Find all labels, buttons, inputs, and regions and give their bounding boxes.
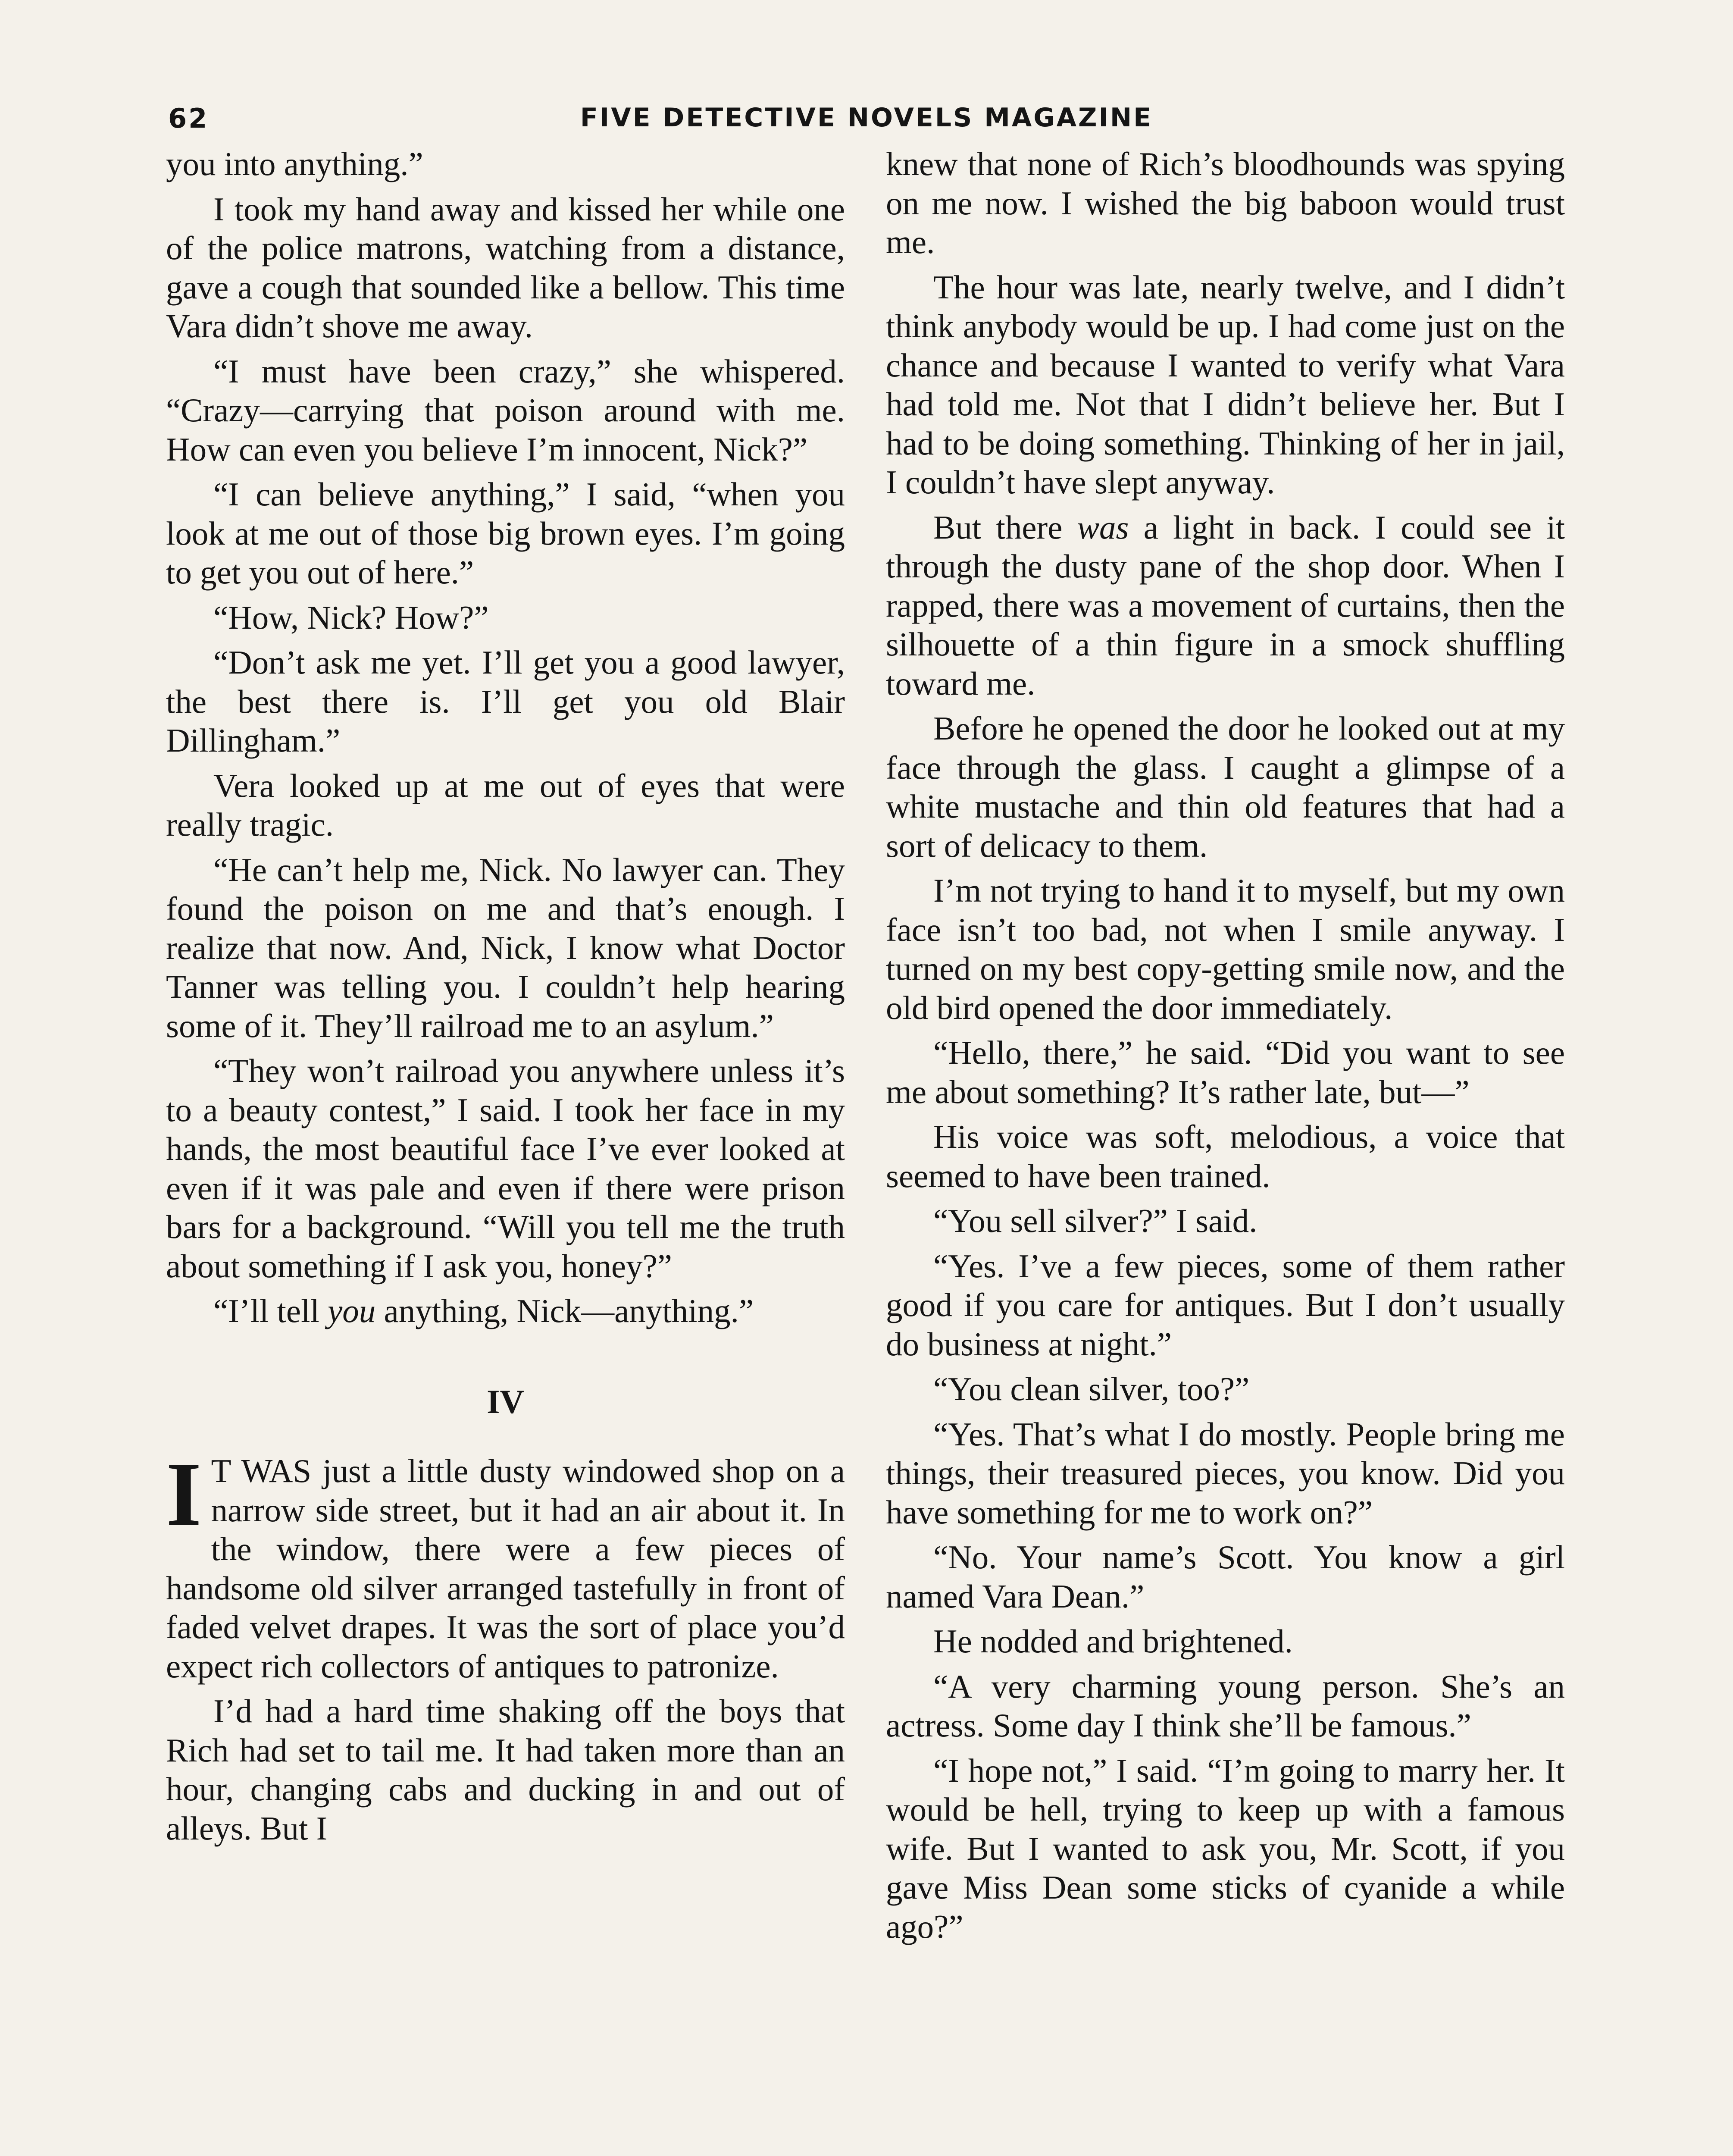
paragraph: “I can believe anything,” I said, “when you look at me out of those big brown eyes. I’m going to get you out of here.” bbox=[166, 476, 845, 591]
paragraph bbox=[166, 1443, 845, 1686]
italic-text: was bbox=[1077, 508, 1129, 546]
paragraph: “They won’t railroad you anywhere unless it’s to a beauty contest,” I said. I took her face in my hands, the most beautiful face I’ve ever looked at even if it was pale and even if there were prison bars for a background. “Will you tell me the truth about something if I ask you, honey?” bbox=[166, 1052, 845, 1285]
paragraph: “Yes. That’s what I do mostly. People bring me things, their treasured pieces, you know. Did you have something for me to work on?” bbox=[886, 1415, 1565, 1531]
paragraph: He nodded and brightened. bbox=[933, 1623, 1293, 1660]
drop-cap: I bbox=[166, 1443, 202, 1545]
paragraph: I took my hand away and kissed her while one of the police matrons, watching from a distance, gave a cough that sounded like a bellow. This time Vara didn’t shove me away. bbox=[166, 190, 845, 345]
paragraph: “Don’t ask me yet. I’ll get you a good lawyer, the best there is. I’ll get you old Blair Dillingham.” bbox=[166, 644, 845, 759]
text-run: anything, Nick—anything.” bbox=[375, 1292, 754, 1329]
paragraph: “How, Nick? How?” bbox=[213, 599, 489, 636]
page-header bbox=[164, 103, 1569, 141]
italic-text: you bbox=[328, 1292, 376, 1329]
page-number: 62 bbox=[168, 103, 209, 134]
paragraph: “I must have been crazy,” she whispered. “Crazy—carrying that poison around with me. How can even you believe I’m innocent, Nick?” bbox=[166, 352, 845, 468]
paragraph: His voice was soft, melodious, a voice that seemed to have been trained. bbox=[886, 1118, 1565, 1194]
paragraph: “He can’t help me, Nick. No lawyer can. They found the poison on me and that’s enough. I realize that now. And, Nick, I know what Doctor Tanner was telling you. I couldn’t help hearing some of it. They’ll railroad me to an asylum.” bbox=[166, 851, 845, 1044]
paragraph: “Hello, there,” he said. “Did you want to see me about something? It’s rather late, but—” bbox=[886, 1034, 1565, 1110]
paragraph: knew that none of Rich’s bloodhounds was spying on me now. I wished the big baboon would trust me. bbox=[886, 145, 1565, 260]
right-column bbox=[886, 144, 1565, 1952]
paragraph bbox=[166, 1291, 845, 1331]
left-column bbox=[166, 144, 845, 1854]
paragraph: “I hope not,” I said. “I’m going to marry her. It would be hell, trying to keep up with a famous wife. But I wanted to ask you, Mr. Scott, if you gave Miss Dean some sticks of cyanide a while ago?” bbox=[886, 1752, 1565, 1945]
paragraph: Vera looked up at me out of eyes that were really tragic. bbox=[166, 767, 845, 843]
text-run: T WAS just a little dusty windowed shop on a narrow side street, but it had an air about it. In the window, there were a few pieces of handsome old silver arranged tastefully in front of faded velvet drapes. It was the sort of place you’d expect rich collectors of antiques to patronize. bbox=[166, 1452, 845, 1685]
paragraph: “You clean silver, too?” bbox=[933, 1370, 1250, 1407]
paragraph: “You sell silver?” I said. bbox=[933, 1202, 1258, 1239]
paragraph: “A very charming young person. She’s an actress. Some day I think she’ll be famous.” bbox=[886, 1667, 1565, 1744]
text-run: a light in back. I could see it through the dusty pane of the shop door. When I rapped, there was a movement of curtains, then the silhouette of a thin figure in a smock shuffling toward me. bbox=[886, 508, 1565, 702]
text-run: “I’ll tell bbox=[213, 1292, 328, 1329]
section-heading: IV bbox=[487, 1382, 524, 1420]
paragraph: you into anything.” bbox=[166, 145, 423, 182]
paragraph: “No. Your name’s Scott. You know a girl named Vara Dean.” bbox=[886, 1539, 1565, 1615]
running-title: FIVE DETECTIVE NOVELS MAGAZINE bbox=[580, 103, 1153, 133]
paragraph: Before he opened the door he looked out at my face through the glass. I caught a glimpse of a white mustache and thin old features that had a sort of delicacy to them. bbox=[886, 710, 1565, 864]
paragraph bbox=[886, 508, 1565, 703]
paragraph: “Yes. I’ve a few pieces, some of them rather good if you care for antiques. But I don’t usually do business at night.” bbox=[886, 1247, 1565, 1363]
paragraph: I’m not trying to hand it to myself, but my own face isn’t too bad, not when I smile anyway. I turned on my best copy-getting smile now, and the old bird opened the door immediately. bbox=[886, 872, 1565, 1026]
paragraph: The hour was late, nearly twelve, and I didn’t think anybody would be up. I had come just on the chance and because I wanted to verify what Vara had told me. Not that I didn’t believe her. But I had to be doing something. Thinking of her in jail, I couldn’t have slept anyway. bbox=[886, 268, 1565, 501]
text-run: But there bbox=[933, 508, 1077, 546]
paragraph: I’d had a hard time shaking off the boys that Rich had set to tail me. It had taken more than an hour, changing cabs and ducking in and out of alleys. But I bbox=[166, 1692, 845, 1847]
